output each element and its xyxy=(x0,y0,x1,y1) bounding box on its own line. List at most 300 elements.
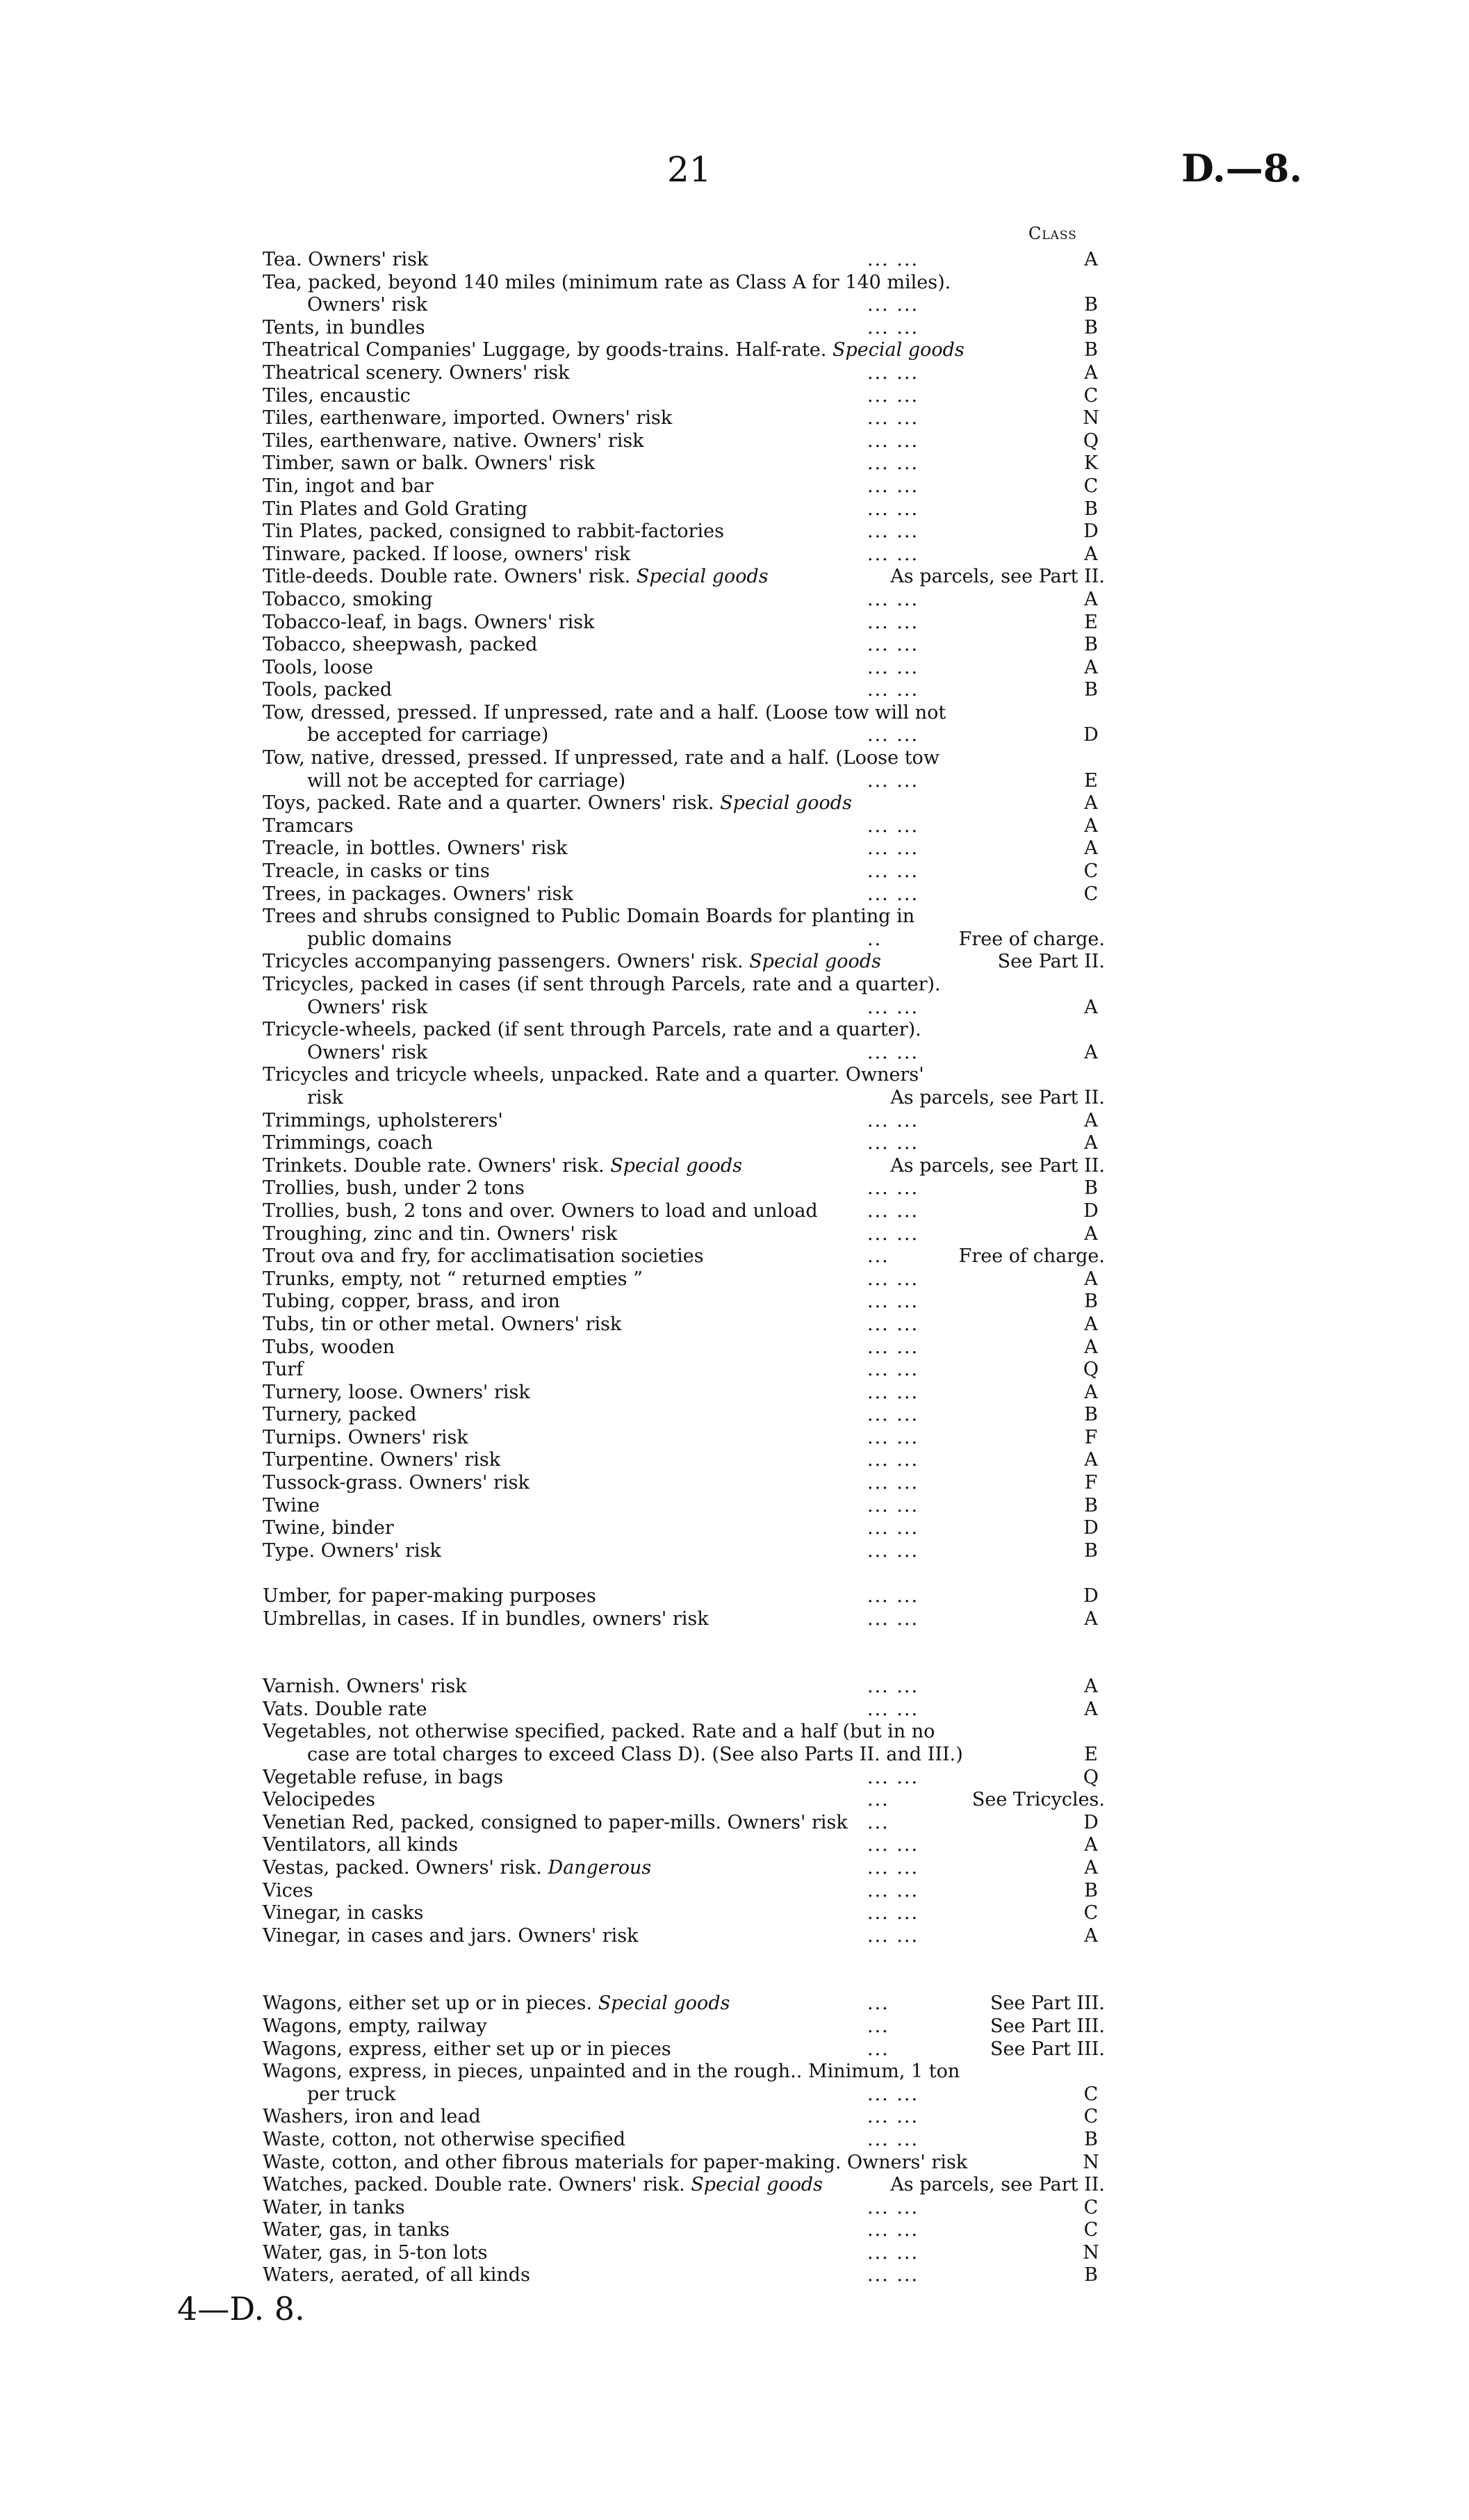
item-text: Vegetable refuse, in bags xyxy=(263,1766,504,1788)
class-letter: A xyxy=(1084,249,1098,270)
class-letter: A xyxy=(1084,1041,1098,1063)
item-note: Special goods xyxy=(832,339,965,361)
list-item xyxy=(263,2061,1105,2084)
item-text: Turnery, packed xyxy=(263,1404,417,1426)
classification-list xyxy=(263,249,1105,2287)
leader-dots: ... ... xyxy=(867,588,919,610)
leader-dots: ... ... xyxy=(867,1359,919,1381)
class-letter: B xyxy=(1084,316,1098,338)
class-letter: B xyxy=(1084,339,1098,361)
class-letter: B xyxy=(1084,1879,1098,1901)
item-text: Vegetables, not otherwise specified, packed. Rate and a half (but in no xyxy=(263,1721,935,1743)
leader-dots: ... ... xyxy=(867,1200,919,1222)
item-text: Twine xyxy=(263,1494,320,1516)
leader-dots: ... ... xyxy=(867,1268,919,1290)
item-text: Toys, packed. Rate and a quarter. Owners' risk. xyxy=(263,792,714,815)
class-letter: A xyxy=(1084,837,1098,860)
list-item xyxy=(263,2106,1105,2129)
item-text: Vices xyxy=(263,1879,313,1901)
list-item xyxy=(263,1449,1105,1472)
list-item xyxy=(263,1359,1105,1382)
list-item xyxy=(263,997,1105,1020)
item-description xyxy=(263,974,941,997)
leader-dots: ... ... xyxy=(867,294,919,316)
item-description xyxy=(263,679,392,702)
list-item xyxy=(263,1789,1105,1812)
list-item xyxy=(263,1087,1105,1110)
leader-dots: ... ... xyxy=(867,1698,919,1720)
item-text: Tramcars xyxy=(263,815,354,837)
item-description xyxy=(263,1019,921,1042)
leader-dots: ... ... xyxy=(867,1177,919,1200)
list-item xyxy=(263,1585,1105,1608)
item-description xyxy=(263,1540,441,1563)
list-item xyxy=(263,770,1105,793)
item-note: Special goods xyxy=(610,1154,743,1177)
item-description xyxy=(263,249,428,272)
list-item xyxy=(263,702,1105,725)
leader-dots: ... ... xyxy=(867,384,919,407)
list-item xyxy=(263,883,1105,906)
item-text: Tools, packed xyxy=(263,679,393,701)
item-description xyxy=(263,792,852,815)
leader-dots: ... xyxy=(867,2015,889,2037)
class-letter: B xyxy=(1084,634,1098,656)
leader-dots: ... ... xyxy=(867,543,919,565)
item-text: Owners' risk xyxy=(307,996,428,1018)
item-text: Trollies, bush, 2 tons and over. Owners to load and unload xyxy=(263,1200,818,1222)
item-description xyxy=(263,2061,960,2084)
leader-dots: ... xyxy=(867,2038,889,2060)
item-text: Tow, native, dressed, pressed. If unpressed, rate and a half. (Loose tow xyxy=(263,747,939,769)
item-text: Watches, packed. Double rate. Owners' risk. xyxy=(263,2174,685,2196)
item-description xyxy=(263,430,644,453)
item-text: Timber, sawn or balk. Owners' risk xyxy=(263,452,596,475)
class-letter: A xyxy=(1084,1698,1098,1720)
class-letter: A xyxy=(1084,1109,1098,1131)
leader-dots: ... ... xyxy=(867,1426,919,1448)
class-letter: A xyxy=(1084,1336,1098,1358)
leader-dots: ... ... xyxy=(867,249,919,270)
item-description xyxy=(263,612,595,635)
list-item xyxy=(263,1540,1105,1563)
list-item xyxy=(263,1993,1105,2015)
item-text: Twine, binder xyxy=(263,1517,394,1539)
leader-dots: ... ... xyxy=(867,724,919,746)
list-item xyxy=(263,1834,1105,1857)
list-item xyxy=(263,294,1105,317)
leader-dots: ... ... xyxy=(867,429,919,452)
class-letter: A xyxy=(1084,815,1098,837)
list-item xyxy=(263,1019,1105,1042)
item-text: Tin Plates, packed, consigned to rabbit-factories xyxy=(263,521,724,543)
list-item xyxy=(263,1517,1105,1540)
list-item xyxy=(263,657,1105,680)
item-description xyxy=(263,1200,818,1223)
list-item xyxy=(263,1427,1105,1450)
item-description xyxy=(263,1314,621,1336)
item-description xyxy=(263,1155,742,1178)
leader-dots: ... ... xyxy=(867,475,919,497)
item-text: will not be accepted for carriage) xyxy=(307,769,626,792)
item-text: Tin, ingot and bar xyxy=(263,475,434,497)
item-description xyxy=(263,1993,730,2015)
item-description xyxy=(263,1585,596,1608)
class-letter: A xyxy=(1084,656,1098,678)
item-text: Wagons, either set up or in pieces. xyxy=(263,1993,593,2015)
leader-dots: ... ... xyxy=(867,1856,919,1879)
item-description xyxy=(263,1132,433,1155)
section-gap xyxy=(263,1562,1105,1585)
class-letter: A xyxy=(1084,1222,1098,1245)
item-text: Tiles, earthenware, native. Owners' risk xyxy=(263,429,644,452)
rate-note: As parcels, see Part II. xyxy=(890,566,1105,588)
list-item xyxy=(263,815,1105,838)
class-letter: N xyxy=(1083,2151,1099,2173)
leader-dots: ... ... xyxy=(867,1585,919,1607)
list-item xyxy=(263,2129,1105,2152)
item-description xyxy=(263,272,951,295)
item-text: Varnish. Owners' risk xyxy=(263,1676,467,1698)
list-item xyxy=(263,1064,1105,1087)
item-text: Water, gas, in 5-ton lots xyxy=(263,2241,488,2264)
leader-dots: ... ... xyxy=(867,1766,919,1788)
item-description xyxy=(263,883,573,906)
leader-dots: ... ... xyxy=(867,1132,919,1154)
item-text: Trollies, bush, under 2 tons xyxy=(263,1177,525,1200)
leader-dots: ... ... xyxy=(867,656,919,678)
list-item xyxy=(263,521,1105,543)
list-item xyxy=(263,1177,1105,1200)
class-letter: B xyxy=(1084,1494,1098,1516)
leader-dots: ... ... xyxy=(867,2219,919,2241)
item-text: Tricycles and tricycle wheels, unpacked. Rate and a quarter. Owners' xyxy=(263,1064,924,1086)
item-description xyxy=(263,2264,530,2287)
leader-dots: ... ... xyxy=(867,2083,919,2105)
item-text: Umbrellas, in cases. If in bundles, owners' risk xyxy=(263,1607,709,1630)
item-description xyxy=(263,951,881,974)
class-letter: D xyxy=(1083,521,1099,543)
list-item xyxy=(263,452,1105,475)
item-description xyxy=(263,452,595,475)
leader-dots: ... ... xyxy=(867,1607,919,1630)
item-description xyxy=(263,1517,394,1540)
item-text: be accepted for carriage) xyxy=(307,724,549,746)
class-letter: B xyxy=(1084,498,1098,520)
class-letter: A xyxy=(1084,792,1098,815)
leader-dots: ... xyxy=(867,1789,889,1811)
list-item xyxy=(263,2038,1105,2061)
item-description xyxy=(263,1812,848,1835)
leader-dots: ... ... xyxy=(867,498,919,520)
class-letter: D xyxy=(1083,1517,1099,1539)
item-text: Water, gas, in tanks xyxy=(263,2219,450,2241)
item-description xyxy=(307,928,452,951)
list-item xyxy=(263,2264,1105,2287)
item-description xyxy=(263,1721,935,1744)
list-item xyxy=(263,1155,1105,1178)
list-item xyxy=(263,589,1105,612)
leader-dots: ... ... xyxy=(867,1449,919,1471)
class-letter: A xyxy=(1084,1676,1098,1698)
list-item xyxy=(263,1472,1105,1495)
class-letter: A xyxy=(1084,543,1098,565)
item-text: Trees, in packages. Owners' risk xyxy=(263,883,573,905)
item-description xyxy=(263,2219,450,2242)
leader-dots: ... ... xyxy=(867,316,919,338)
item-description xyxy=(263,1449,500,1472)
item-description xyxy=(263,1495,320,1518)
class-letter: D xyxy=(1083,1585,1099,1607)
item-description xyxy=(263,521,724,543)
class-letter: B xyxy=(1084,1177,1098,1200)
list-item xyxy=(263,951,1105,974)
leader-dots: ... ... xyxy=(867,1222,919,1245)
item-text: Wagons, express, either set up or in pieces xyxy=(263,2038,671,2060)
leader-dots: ... ... xyxy=(867,1834,919,1856)
item-text: Vinegar, in casks xyxy=(263,1902,424,1924)
list-item xyxy=(263,1223,1105,1246)
leader-dots: ... ... xyxy=(867,1472,919,1494)
item-text: Tents, in bundles xyxy=(263,316,425,338)
item-text: risk xyxy=(307,1086,343,1108)
footer-reference: 4—D. 8. xyxy=(177,2290,305,2327)
list-item xyxy=(263,407,1105,430)
item-description xyxy=(263,1245,704,1268)
leader-dots: ... ... xyxy=(867,634,919,656)
item-text: Turnips. Owners' risk xyxy=(263,1426,468,1448)
leader-dots: ... ... xyxy=(867,2196,919,2218)
class-letter: D xyxy=(1083,1811,1099,1833)
class-letter: A xyxy=(1084,1856,1098,1879)
item-description xyxy=(263,2197,405,2220)
item-description xyxy=(263,1359,303,1382)
class-letter: D xyxy=(1083,724,1099,746)
item-text: Tussock-grass. Owners' risk xyxy=(263,1472,530,1494)
list-item xyxy=(263,2197,1105,2220)
list-item xyxy=(263,272,1105,295)
item-description xyxy=(307,1744,963,1767)
item-description xyxy=(263,543,630,566)
list-item xyxy=(263,1699,1105,1721)
list-item xyxy=(263,679,1105,702)
leader-dots: ... ... xyxy=(867,1313,919,1335)
list-item xyxy=(263,1245,1105,1268)
item-description xyxy=(263,906,914,928)
list-item xyxy=(263,475,1105,498)
class-column-heading: Class xyxy=(1028,224,1077,243)
item-text: Tiles, encaustic xyxy=(263,384,411,407)
list-item xyxy=(263,1110,1105,1133)
item-description xyxy=(263,860,490,883)
item-description xyxy=(263,362,570,385)
leader-dots: ... ... xyxy=(867,679,919,701)
item-note: Special goods xyxy=(691,2174,823,2196)
list-item xyxy=(263,1767,1105,1790)
list-item xyxy=(263,1382,1105,1405)
item-description xyxy=(263,2152,967,2175)
list-item xyxy=(263,1812,1105,1835)
class-letter: A xyxy=(1084,996,1098,1018)
list-item xyxy=(263,2152,1105,2175)
item-text: Tobacco, sheepwash, packed xyxy=(263,634,538,656)
item-text: Trout ova and fry, for acclimatisation societies xyxy=(263,1245,704,1268)
list-item xyxy=(263,837,1105,860)
class-letter: B xyxy=(1084,2264,1098,2286)
item-text: Theatrical Companies' Luggage, by goods-trains. Half-rate. xyxy=(263,339,827,361)
leader-dots: ... ... xyxy=(867,2264,919,2286)
item-description xyxy=(263,2242,487,2265)
leader-dots: ... ... xyxy=(867,452,919,475)
list-item xyxy=(263,1902,1105,1925)
item-note: Special goods xyxy=(598,1993,730,2015)
item-text: Ventilators, all kinds xyxy=(263,1834,459,1856)
item-text: Turf xyxy=(263,1359,304,1381)
class-letter: F xyxy=(1084,1472,1098,1494)
class-letter: A xyxy=(1084,1313,1098,1335)
class-letter: C xyxy=(1083,475,1099,497)
class-letter: Q xyxy=(1083,429,1099,452)
list-item xyxy=(263,1857,1105,1880)
item-description xyxy=(263,2129,625,2152)
item-text: Venetian Red, packed, consigned to paper-mills. Owners' risk xyxy=(263,1811,848,1833)
list-item xyxy=(263,543,1105,566)
rate-note: As parcels, see Part II. xyxy=(890,2174,1105,2196)
item-description xyxy=(307,724,548,747)
class-letter: A xyxy=(1084,1268,1098,1290)
list-item xyxy=(263,1268,1105,1291)
item-description xyxy=(263,1472,530,1495)
leader-dots: ... xyxy=(867,1811,889,1833)
rate-note: Free of charge. xyxy=(958,928,1105,950)
item-description xyxy=(263,1834,458,1857)
class-letter: A xyxy=(1084,1132,1098,1154)
item-text: Trinkets. Double rate. Owners' risk. xyxy=(263,1154,605,1177)
page-number: 21 xyxy=(667,149,712,190)
class-letter: E xyxy=(1084,769,1098,792)
list-item xyxy=(263,860,1105,883)
list-item xyxy=(263,634,1105,657)
list-item xyxy=(263,1132,1105,1155)
class-letter: A xyxy=(1084,361,1098,384)
item-description xyxy=(263,1223,617,1246)
item-text: Umber, for paper-making purposes xyxy=(263,1585,596,1607)
item-note: Special goods xyxy=(636,566,769,588)
item-text: Vestas, packed. Owners' risk. xyxy=(263,1856,542,1879)
list-item xyxy=(263,2174,1105,2197)
item-description xyxy=(263,407,672,430)
list-item xyxy=(263,724,1105,747)
item-description xyxy=(263,317,425,340)
list-item xyxy=(263,1291,1105,1314)
class-letter: A xyxy=(1084,1449,1098,1471)
item-text: Waters, aerated, of all kinds xyxy=(263,2264,530,2286)
item-text: Trees and shrubs consigned to Public Domain Boards for planting in xyxy=(263,906,915,928)
item-text: Tea. Owners' risk xyxy=(263,249,429,270)
item-text: Wagons, express, in pieces, unpainted and in the rough.. Minimum, 1 ton xyxy=(263,2061,960,2083)
leader-dots: ... ... xyxy=(867,1494,919,1516)
item-description xyxy=(263,1404,417,1427)
list-item xyxy=(263,1336,1105,1359)
list-item xyxy=(263,974,1105,997)
class-letter: C xyxy=(1083,860,1099,883)
section-gap xyxy=(263,1630,1105,1676)
item-description xyxy=(307,1087,343,1110)
list-item xyxy=(263,1676,1105,1699)
item-text: Waste, cotton, and other fibrous materials for paper-making. Owners' risk xyxy=(263,2151,968,2173)
leader-dots: ... ... xyxy=(867,1879,919,1901)
section-gap xyxy=(263,1947,1105,1993)
class-letter: Q xyxy=(1083,1766,1099,1788)
item-description xyxy=(263,1336,395,1359)
class-letter: C xyxy=(1083,2219,1099,2241)
list-item xyxy=(263,612,1105,635)
class-letter: A xyxy=(1084,1834,1098,1856)
class-letter: B xyxy=(1084,1291,1098,1313)
item-text: Tubing, copper, brass, and iron xyxy=(263,1291,560,1313)
item-description xyxy=(263,1608,709,1631)
leader-dots: ... xyxy=(867,1993,889,2015)
list-item xyxy=(263,498,1105,521)
leader-dots: ... ... xyxy=(867,1517,919,1539)
item-text: Tin Plates and Gold Grating xyxy=(263,498,528,520)
list-item xyxy=(263,1495,1105,1518)
leader-dots: ... ... xyxy=(867,860,919,883)
item-text: Tricycles accompanying passengers. Owners' risk. xyxy=(263,951,744,973)
item-text: Turpentine. Owners' risk xyxy=(263,1449,501,1471)
item-description xyxy=(263,1427,468,1450)
item-text: Waste, cotton, not otherwise specified xyxy=(263,2128,626,2150)
item-text: Tinware, packed. If loose, owners' risk xyxy=(263,543,631,565)
list-item xyxy=(263,1042,1105,1065)
class-letter: N xyxy=(1083,2241,1099,2264)
item-text: Troughing, zinc and tin. Owners' risk xyxy=(263,1222,618,1245)
item-text: Trimmings, upholsterers' xyxy=(263,1109,503,1131)
item-text: Owners' risk xyxy=(307,294,428,316)
class-letter: F xyxy=(1084,1426,1098,1448)
item-description xyxy=(307,997,427,1020)
list-item xyxy=(263,339,1105,362)
leader-dots: ... ... xyxy=(867,1539,919,1562)
item-text: Tiles, earthenware, imported. Owners' risk xyxy=(263,407,673,429)
item-text: Title-deeds. Double rate. Owners' risk. xyxy=(263,566,631,588)
list-item xyxy=(263,317,1105,340)
list-item xyxy=(263,1721,1105,1744)
list-item xyxy=(263,1744,1105,1767)
leader-dots: ... ... xyxy=(867,1291,919,1313)
rate-note: See Part III. xyxy=(990,1993,1105,2015)
item-description xyxy=(263,1857,651,1880)
item-text: Vinegar, in cases and jars. Owners' risk xyxy=(263,1924,639,1947)
item-note: Dangerous xyxy=(548,1856,652,1879)
item-text: Trunks, empty, not “ returned empties ” xyxy=(263,1268,643,1290)
item-text: Tow, dressed, pressed. If unpressed, rate and a half. (Loose tow will not xyxy=(263,701,946,723)
item-text: Type. Owners' risk xyxy=(263,1539,441,1562)
item-description xyxy=(263,1880,313,1903)
leader-dots: ... ... xyxy=(867,2241,919,2264)
item-description xyxy=(263,1767,503,1790)
class-letter: B xyxy=(1084,1404,1098,1426)
item-description xyxy=(263,747,939,770)
class-letter: K xyxy=(1083,452,1099,475)
class-letter: Q xyxy=(1083,1359,1099,1381)
rate-note: See Part III. xyxy=(990,2015,1105,2037)
class-letter: B xyxy=(1084,679,1098,701)
leader-dots: ... ... xyxy=(867,996,919,1018)
item-description xyxy=(263,1382,530,1405)
item-description xyxy=(263,2038,671,2061)
item-text: Treacle, in casks or tins xyxy=(263,860,490,883)
